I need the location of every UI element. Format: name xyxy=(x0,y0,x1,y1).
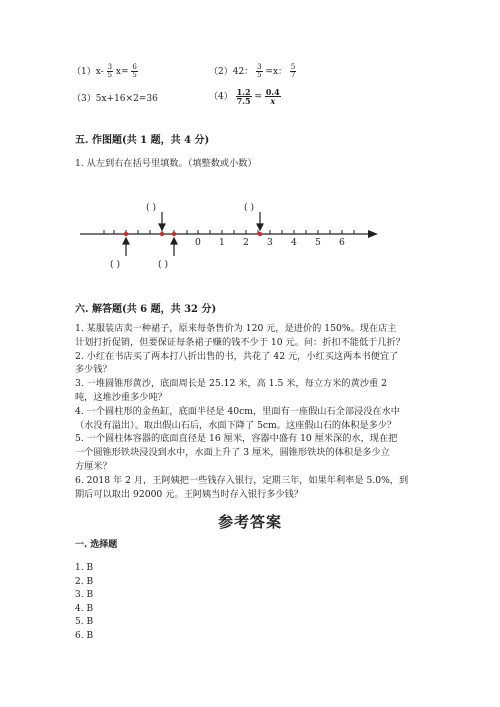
equation-1: （1）x- $\frac{3}{5}$ x= $\frac{6}{5}$ xyxy=(72,63,137,79)
question-2: 2. 小红在书店买了两本打八折出售的书，共花了 42 元，小红买这两本书便宜了 多少钱？ xyxy=(75,350,399,376)
answer-bracket-top-2[interactable]: ( ) xyxy=(244,202,255,213)
answer-bracket-top-1[interactable]: ( ) xyxy=(146,202,157,213)
tick-label-1: 1 xyxy=(219,237,225,248)
answer-list xyxy=(75,562,93,643)
question-6: 6. 2018 年 2 月，王阿姨把一些钱存入银行，定期三年，如果年利率是 5.0%，到 期后可以取出 92000 元。王阿姨当时存入银行多少钱？ xyxy=(75,474,409,500)
question-4: 4. 一个圆柱形的金鱼缸，底面半径是 40cm，里面有一座假山石全部浸没在水中 （水没有溢出）。取出假山石后，水面下降了 5cm。这座假山石的体积是多少？ xyxy=(75,405,400,431)
red-point-1 xyxy=(124,232,128,236)
section-6-title: 六. 解答题(共 6 题，共 32 分) xyxy=(75,304,217,315)
section-5-question-1: 1. 从左到右在括号里填数。（填整数或小数） xyxy=(75,158,257,169)
answer-item: 3. B xyxy=(75,590,94,600)
section-6-questions xyxy=(75,322,435,501)
section-5-title: 五. 作图题(共 1 题，共 4 分) xyxy=(75,135,210,146)
tick-label-6: 6 xyxy=(339,237,345,248)
number-line-figure xyxy=(0,0,500,290)
question-5: 5. 一个圆柱体容器的底面直径是 16 厘米，容器中盛有 10 厘米深的水，现在把 一个圆锥形铁块浸没到水中，水面上升了 3 厘米，圆锥形铁块的体积是多少立 方厘米？ xyxy=(75,433,398,472)
tick-label-4: 4 xyxy=(291,237,297,248)
answers-subtitle: 一. 选择题 xyxy=(75,540,118,550)
arrow-up-2 xyxy=(171,238,177,256)
answer-bracket-bottom-2[interactable]: ( ) xyxy=(158,259,169,270)
answer-bracket-bottom-1[interactable]: ( ) xyxy=(110,259,121,270)
answer-item: 4. B xyxy=(75,603,94,614)
red-point-3 xyxy=(172,232,176,236)
arrow-up-1 xyxy=(123,238,129,256)
question-1: 1. 某服装店卖一种裙子，原来每条售价为 120 元，是进价的 150%。现在店主 计划打折促销，但要保证每条裙子赚的钱不少于 10 元。问：折扣不能低于几折？ xyxy=(75,323,405,348)
answer-item: 2. B xyxy=(75,576,94,587)
answers-title: 参考答案 xyxy=(217,513,282,531)
red-point-2 xyxy=(160,232,164,236)
question-3: 3. 一堆圆锥形黄沙，底面周长是 25.12 米，高 1.5 米，每立方米的黄沙重 2 吨，这堆沙重多少吨？ xyxy=(75,378,387,403)
red-point-4 xyxy=(258,232,262,236)
equation-3: （3）5x+16×2=36 xyxy=(72,94,158,104)
tick-label-5: 5 xyxy=(315,237,321,248)
answer-item: 1. B xyxy=(75,563,94,573)
number-line-arrowhead xyxy=(368,230,378,238)
arrow-down-2 xyxy=(257,212,263,230)
answer-item: 6. B xyxy=(75,630,94,641)
tick-label-2: 2 xyxy=(243,237,249,248)
arrow-down-1 xyxy=(159,212,165,230)
tick-label-3: 3 xyxy=(267,237,273,248)
tick-label-0: 0 xyxy=(195,237,201,248)
equation-4: （4） $\frac{1.2}{7.5}$ = $\frac{0.4}{x}$ xyxy=(209,87,280,106)
answer-item: 5. B xyxy=(75,617,94,627)
equation-2: （2）42： $\frac{3}{5}$ =x： $\frac{5}{7}$ xyxy=(209,63,296,79)
